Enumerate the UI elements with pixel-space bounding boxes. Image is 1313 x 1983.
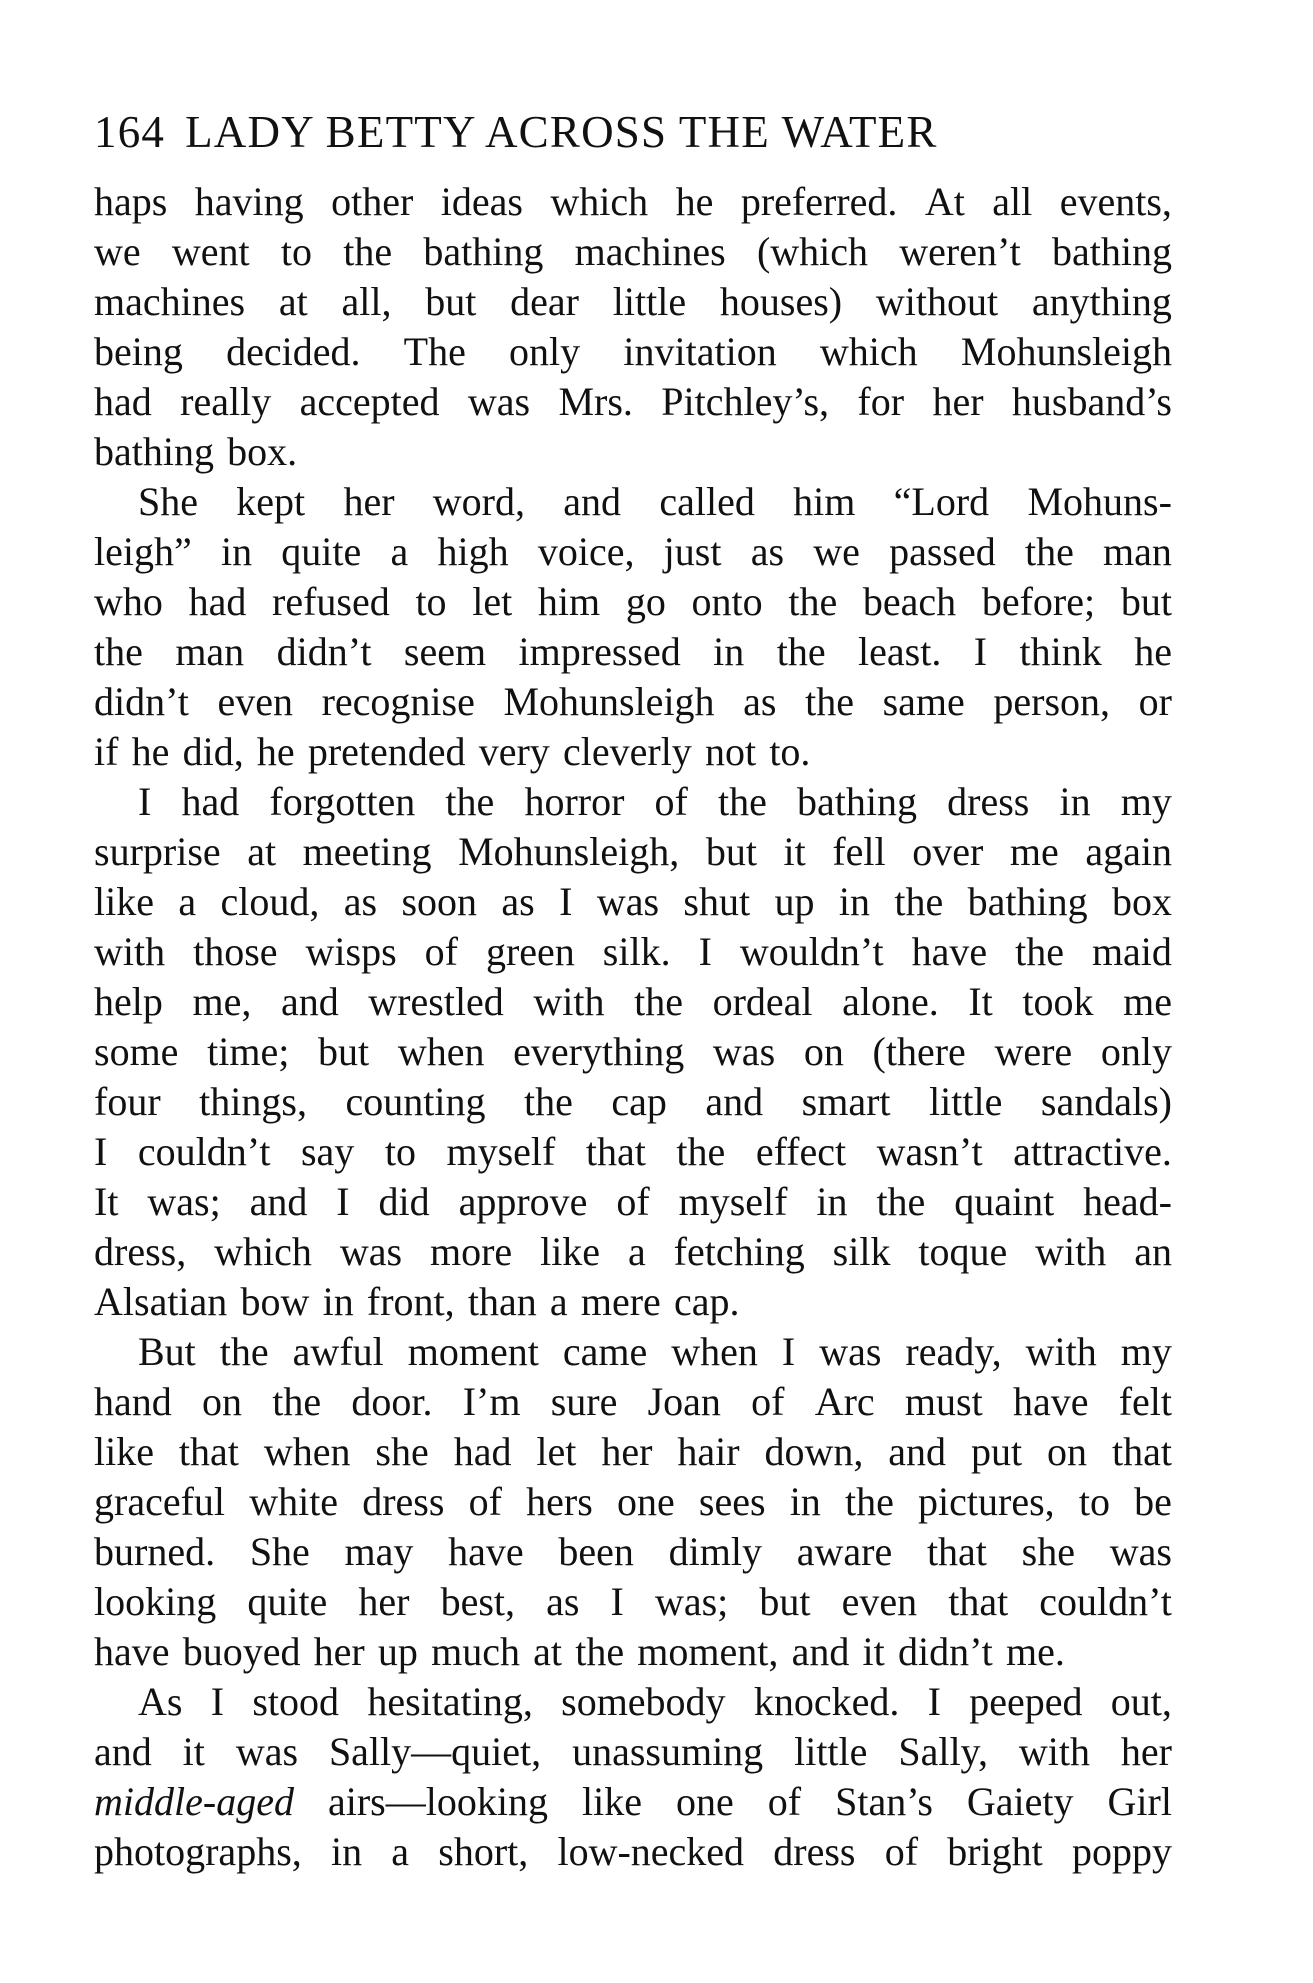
text-line: As I stood hesitating, somebody knocked. I peeped out,: [138, 1679, 1172, 1724]
text-line: I had forgotten the horror of the bathing dress in my: [138, 779, 1172, 824]
text-line: It was; and I did approve of myself in the quaint head-: [94, 1179, 1172, 1224]
paragraph: [94, 777, 1172, 1327]
text-line: She kept her word, and called him “Lord Mohuns-: [138, 479, 1172, 524]
text-line: with those wisps of green silk. I wouldn’t have the maid: [94, 929, 1172, 974]
text-line: help me, and wrestled with the ordeal alone. It took me: [94, 979, 1172, 1024]
text-line: and it was Sally—quiet, unassuming little Sally, with her: [94, 1729, 1172, 1774]
text-line: like that when she had let her hair down, and put on that: [94, 1429, 1172, 1474]
text-line: bathing box.: [94, 429, 298, 474]
text-line: being decided. The only invitation which Mohunsleigh: [94, 329, 1172, 374]
text-line: machines at all, but dear little houses) without anything: [94, 279, 1172, 324]
text-line: who had refused to let him go onto the beach before; but: [94, 579, 1172, 624]
text-line: four things, counting the cap and smart little sandals): [94, 1079, 1172, 1124]
text-line: burned. She may have been dimly aware that she was: [94, 1529, 1172, 1574]
paragraph: [94, 177, 1172, 477]
running-head: [94, 104, 1244, 160]
text-line: middle-aged airs—looking like one of Stan’s Gaiety Girl: [94, 1779, 1172, 1824]
text-line: have buoyed her up much at the moment, and it didn’t me.: [94, 1629, 1065, 1674]
text-line: if he did, he pretended very cleverly not to.: [94, 729, 811, 774]
running-title: LADY BETTY ACROSS THE WATER: [185, 107, 938, 157]
text-line: some time; but when everything was on (there were only: [94, 1029, 1172, 1074]
paragraph: [94, 1677, 1172, 1877]
text-line: haps having other ideas which he preferred. At all events,: [94, 179, 1172, 224]
page-number: 164: [94, 107, 166, 157]
text-line: dress, which was more like a fetching silk toque with an: [94, 1229, 1172, 1274]
text-line: had really accepted was Mrs. Pitchley’s, for her husband’s: [94, 379, 1172, 424]
text-line: we went to the bathing machines (which weren’t bathing: [94, 229, 1172, 274]
paragraph: [94, 1327, 1172, 1677]
text-line: like a cloud, as soon as I was shut up in the bathing box: [94, 879, 1172, 924]
text-line: photographs, in a short, low-necked dress of bright poppy: [94, 1829, 1172, 1874]
text-line: But the awful moment came when I was ready, with my: [138, 1329, 1172, 1374]
text-line: surprise at meeting Mohunsleigh, but it fell over me again: [94, 829, 1172, 874]
text-line: graceful white dress of hers one sees in the pictures, to be: [94, 1479, 1172, 1524]
text-line: I couldn’t say to myself that the effect wasn’t attractive.: [94, 1129, 1172, 1174]
paragraph: [94, 477, 1172, 777]
text-line: didn’t even recognise Mohunsleigh as the same person, or: [94, 679, 1172, 724]
body-text: [94, 177, 1172, 1877]
text-line: Alsatian bow in front, than a mere cap.: [94, 1279, 740, 1324]
text-line: the man didn’t seem impressed in the least. I think he: [94, 629, 1172, 674]
text-line: leigh” in quite a high voice, just as we passed the man: [94, 529, 1172, 574]
text-line: hand on the door. I’m sure Joan of Arc must have felt: [94, 1379, 1172, 1424]
text-line: looking quite her best, as I was; but even that couldn’t: [94, 1579, 1172, 1624]
